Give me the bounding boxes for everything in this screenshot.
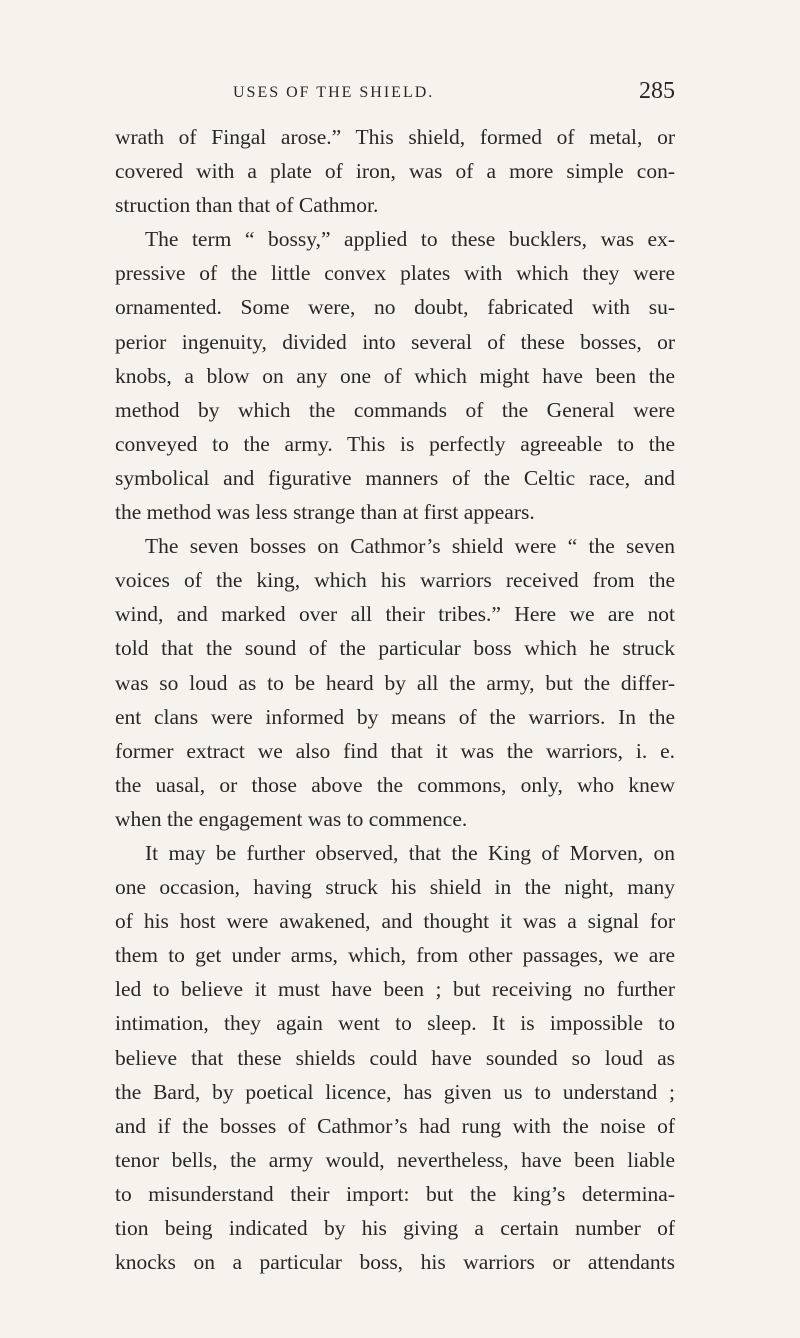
text-line: when the engagement was to commence. [115, 806, 468, 831]
text-line: knobs, a blow on any one of which might have been the [115, 363, 675, 388]
text-line: the method was less strange than at first appears. [115, 500, 535, 525]
text-line: method by which the commands of the General were [115, 397, 675, 422]
text-line: The seven bosses on Cathmor’s shield were “ the seven [145, 534, 675, 559]
text-line: ent clans were informed by means of the warriors. In the [115, 704, 675, 729]
text-line: conveyed to the army. This is perfectly agreeable to the [115, 431, 675, 456]
page-header [115, 72, 675, 112]
text-line: covered with a plate of iron, was of a more simple con- [115, 159, 675, 184]
text-line: knocks on a particular boss, his warriors or attendants [115, 1250, 675, 1275]
text-line: tion being indicated by his giving a certain number of [115, 1216, 675, 1240]
text-line: The term “ bossy,” applied to these bucklers, was ex- [145, 227, 675, 252]
text-line: led to believe it must have been ; but receiving no further [115, 977, 675, 1002]
text-line: to misunderstand their import: but the king’s determina- [115, 1181, 675, 1206]
text-line: one occasion, having struck his shield in the night, many [115, 875, 675, 900]
text-line: struction than that of Cathmor. [115, 193, 379, 218]
text-line: wrath of Fingal arose.” This shield, formed of metal, or [115, 125, 675, 149]
text-line: ornamented. Some were, no doubt, fabricated with su- [115, 295, 675, 320]
text-line: perior ingenuity, divided into several of these bosses, or [115, 329, 675, 354]
text-line: voices of the king, which his warriors received from the [115, 568, 675, 593]
text-line: intimation, they again went to sleep. It is impossible to [115, 1011, 675, 1036]
body-text [115, 120, 675, 1279]
text-line: told that the sound of the particular boss which he struck [115, 636, 675, 661]
page-number: 285 [639, 78, 675, 104]
text-line: and if the bosses of Cathmor’s had rung with the noise of [115, 1113, 675, 1138]
text-line: tenor bells, the army would, nevertheless, have been liable [115, 1147, 675, 1172]
running-head: USES OF THE SHIELD. [233, 84, 435, 101]
text-line: wind, and marked over all their tribes.” Here we are not [115, 602, 675, 627]
text-line: was so loud as to be heard by all the army, but the differ- [115, 670, 675, 695]
text-line: believe that these shields could have sounded so loud as [115, 1045, 675, 1070]
text-line: the uasal, or those above the commons, only, who knew [115, 772, 675, 797]
text-line: symbolical and figurative manners of the Celtic race, and [115, 465, 675, 490]
text-line: pressive of the little convex plates with which they were [115, 261, 675, 286]
text-line: former extract we also find that it was the warriors, i. e. [115, 738, 675, 763]
text-line: It may be further observed, that the King of Morven, on [145, 840, 675, 865]
text-line: the Bard, by poetical licence, has given us to understand ; [115, 1079, 675, 1104]
text-line: of his host were awakened, and thought it was a signal for [115, 909, 675, 934]
text-line: them to get under arms, which, from other passages, we are [115, 943, 675, 968]
